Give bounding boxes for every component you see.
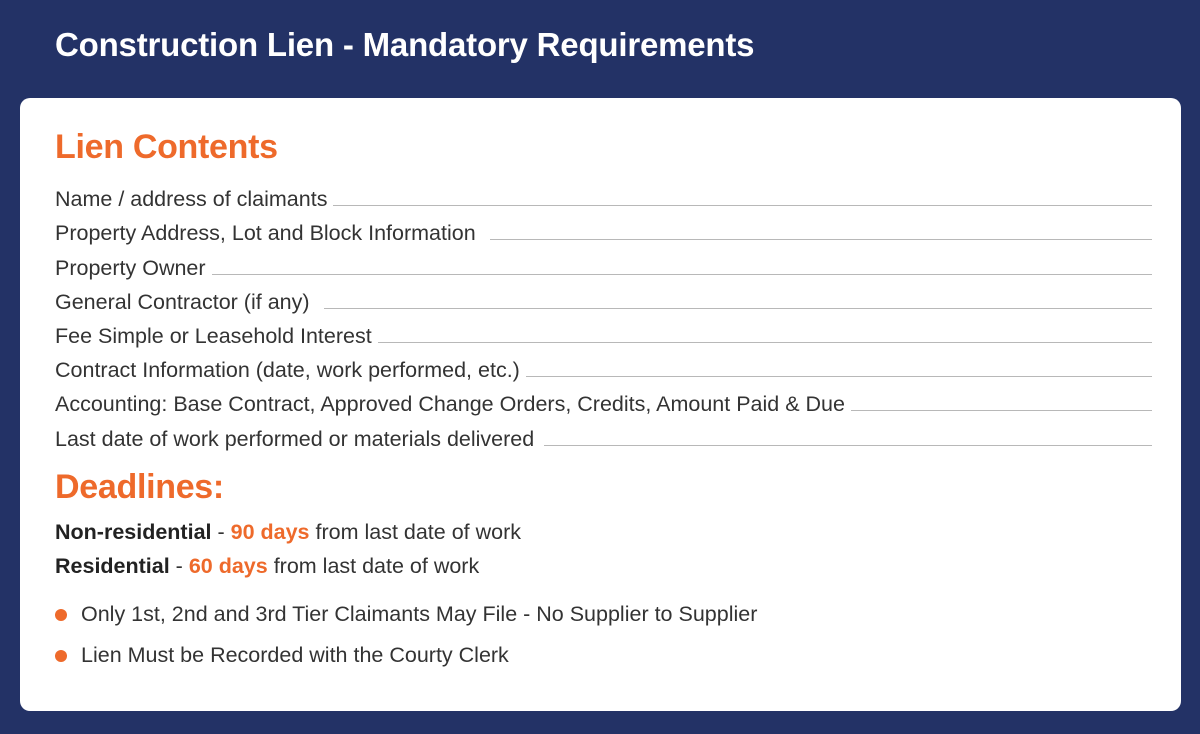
fill-in-line xyxy=(544,445,1152,446)
fill-in-line xyxy=(378,342,1152,343)
fill-in-line xyxy=(333,205,1152,206)
deadline-days: 90 days xyxy=(230,520,310,544)
lien-item xyxy=(55,349,1152,383)
requirements-card xyxy=(20,98,1181,711)
deadlines-heading: Deadlines: xyxy=(55,468,224,506)
bullet-dot-icon xyxy=(55,609,67,621)
lien-item xyxy=(55,246,1152,280)
deadline-separator: - xyxy=(211,520,231,544)
lien-item-label: Property Address, Lot and Block Information xyxy=(55,221,476,246)
deadline-residential xyxy=(55,554,479,579)
lien-item xyxy=(55,212,1152,246)
lien-item-label: Name / address of claimants xyxy=(55,187,328,212)
lien-contents-heading: Lien Contents xyxy=(55,128,278,166)
fill-in-line xyxy=(490,239,1152,240)
deadline-separator: - xyxy=(169,554,189,578)
lien-item xyxy=(55,281,1152,315)
lien-item-label: Last date of work performed or materials delivered xyxy=(55,426,535,451)
lien-item-label: General Contractor (if any) xyxy=(55,289,310,314)
lien-item xyxy=(55,178,1152,212)
note-item xyxy=(55,602,757,627)
lien-item-label: Accounting: Base Contract, Approved Change Orders, Credits, Amount Paid & Due xyxy=(55,392,845,417)
deadline-non-residential xyxy=(55,520,521,545)
note-text: Lien Must be Recorded with the Courty Clerk xyxy=(81,643,509,667)
fill-in-line xyxy=(526,376,1152,377)
deadline-type: Residential xyxy=(55,554,170,578)
note-item xyxy=(55,643,509,668)
lien-item xyxy=(55,315,1152,349)
fill-in-line xyxy=(851,410,1152,411)
lien-item-label: Fee Simple or Leasehold Interest xyxy=(55,323,372,348)
page-title: Construction Lien - Mandatory Requirements xyxy=(55,26,755,63)
bullet-dot-icon xyxy=(55,650,67,662)
lien-item xyxy=(55,383,1152,417)
note-text: Only 1st, 2nd and 3rd Tier Claimants May File - No Supplier to Supplier xyxy=(81,602,758,626)
deadline-days: 60 days xyxy=(188,554,268,578)
lien-item-label: Property Owner xyxy=(55,255,206,280)
lien-item-label: Contract Information (date, work performed, etc.) xyxy=(55,358,520,383)
deadline-description: from last date of work xyxy=(267,554,480,578)
fill-in-line xyxy=(324,308,1152,309)
lien-contents-list xyxy=(55,178,1152,452)
deadline-description: from last date of work xyxy=(309,520,522,544)
fill-in-line xyxy=(212,274,1152,275)
deadline-type: Non-residential xyxy=(55,520,212,544)
lien-item xyxy=(55,417,1152,451)
